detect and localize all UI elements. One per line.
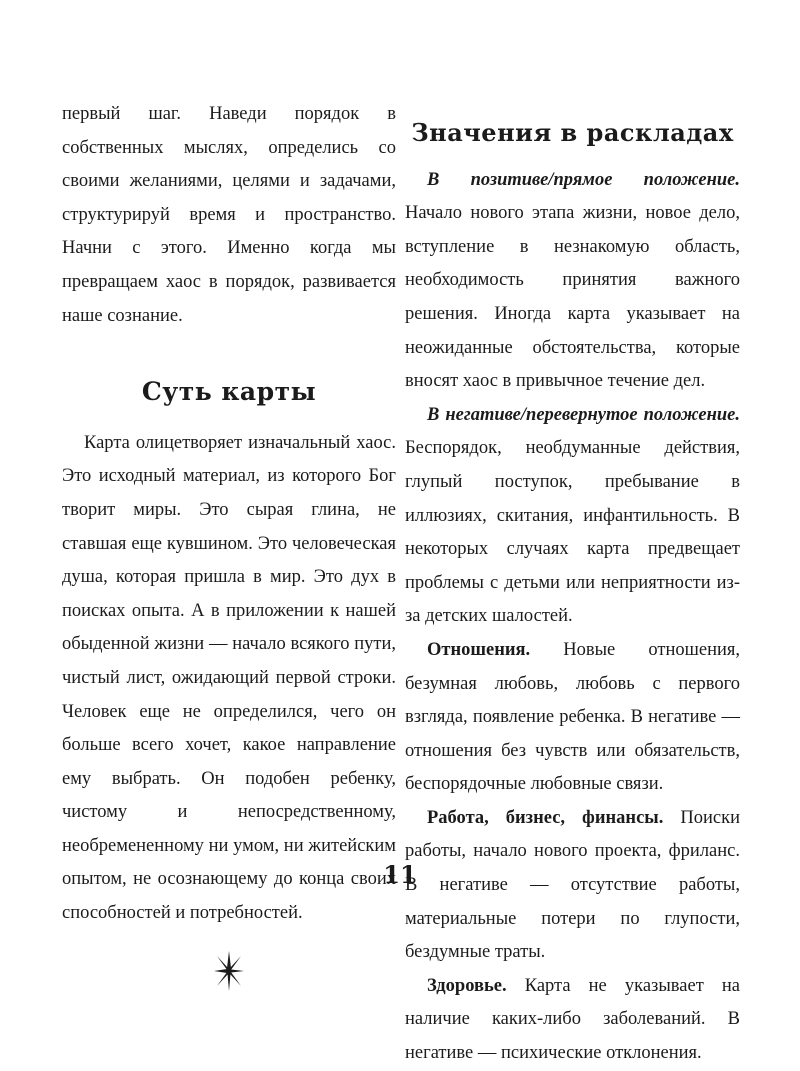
meaning-lead: В негативе/перевернутое положение. <box>427 404 740 425</box>
meaning-relationships <box>405 634 740 802</box>
page-number: 11 <box>383 860 417 889</box>
star-ornament-icon <box>62 951 396 997</box>
meaning-reversed <box>405 399 740 634</box>
meaning-text: Беспорядок, необдуманные действия, глупый поступок, пребывание в иллюзиях, скитания, инфантильность. В некоторых случаях карта предвещает проблемы с детьми или неприятности из-за детских шалостей. <box>405 438 740 627</box>
card-essence-heading: Суть карты <box>141 377 317 407</box>
meaning-lead: Отношения. <box>427 639 531 660</box>
meaning-health <box>405 970 740 1071</box>
meaning-upright <box>405 164 740 399</box>
meaning-text: Поиски работы, начало нового проекта, фриланс. В негативе — отсутствие работы, материальные потери по глупости, бездумные траты. <box>405 807 740 963</box>
meaning-work <box>405 802 740 970</box>
meaning-lead: В позитиве/прямое положение. <box>427 169 740 190</box>
right-column <box>405 98 740 1071</box>
meaning-lead: Работа, бизнес, финансы. <box>427 807 664 828</box>
continuation-paragraph: первый шаг. Наведи порядок в собственных мыслях, определись со своими желаниями, целями и задачами, структурируй время и пространство. Начни с этого. Именно когда мы превращаем хаос в порядок, развивается наше сознание. <box>62 104 396 326</box>
meaning-text: Начало нового этапа жизни, новое дело, вступление в незнакомую область, необходимость принятия важного решения. Иногда карта указывает на неожиданные обстоятельства, которые вносят хаос в привычное течение дел. <box>405 203 740 392</box>
left-column <box>62 98 396 997</box>
meaning-text: Новые отношения, безумная любовь, любовь с первого взгляда, появление ребенка. В негативе — отношения без чувств или обязательств, беспорядочные любовные связи. <box>405 639 741 795</box>
meaning-text: Карта не указывает на наличие каких-либо заболеваний. В негативе — психические отклонения. <box>405 975 740 1064</box>
card-essence-paragraph: Карта олицетворяет изначальный хаос. Это исходный материал, из которого Бог творит миры. Это сырая глина, не ставшая еще кувшином. Это человеческая душа, которая пришла в мир. Это дух в поисках опыта. А в приложении к нашей обыденной жизни — начало всякого пути, чистый лист, ожидающий первой строки. Человек еще не определился, чего он больше всего хочет, какое направление ему выбрать. Он подобен ребенку, чистому и непосредственному, необремененному ни умом, ни житейским опытом, не осознающему до конца своих способностей и потребностей. <box>62 432 396 924</box>
spread-meanings-heading: Значения в раскладах <box>411 118 734 147</box>
meaning-lead: Здоровье. <box>427 975 507 996</box>
